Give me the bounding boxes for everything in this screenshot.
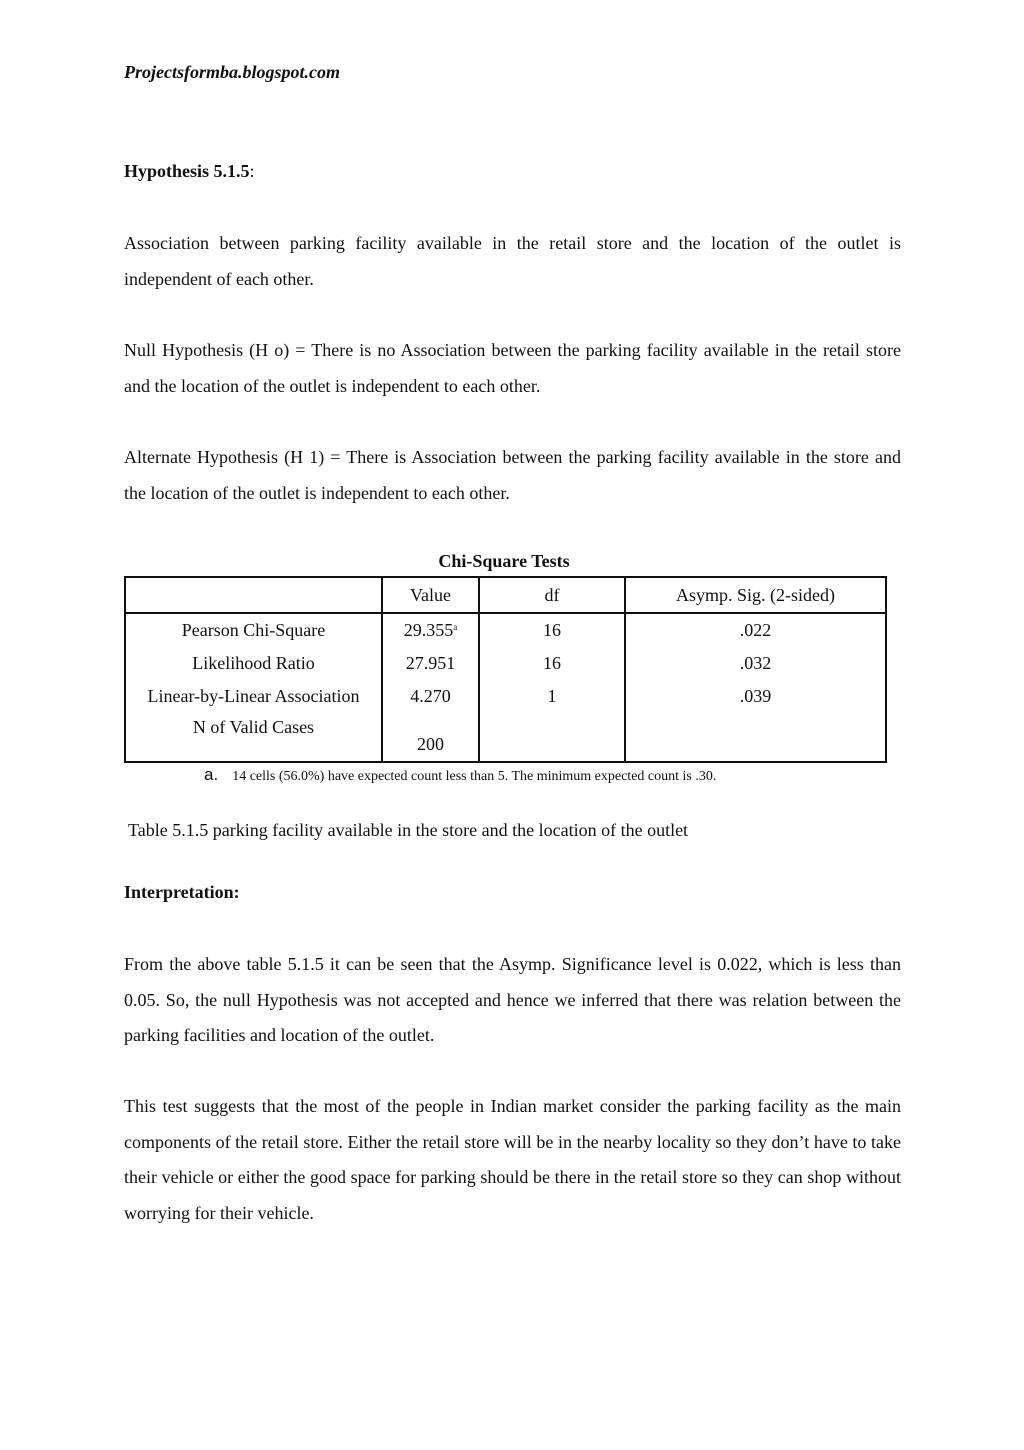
hypothesis-colon: : — [249, 161, 255, 181]
row-df: 1 — [479, 680, 625, 713]
row-value: 200 — [382, 713, 479, 762]
interpretation-heading: Interpretation: — [124, 882, 240, 902]
hypothesis-title: Hypothesis 5.1.5 — [124, 161, 250, 181]
site-header: Projectsformba.blogspot.com — [124, 62, 340, 82]
alternate-hypothesis-text: Alternate Hypothesis (H 1) = There is Association between the parking facility available in the store and the location of the outlet is independent to each other. — [124, 447, 901, 503]
table-row — [125, 613, 886, 647]
row-label: Linear-by-Linear Association — [125, 680, 382, 713]
header-cell-blank — [125, 577, 382, 613]
interpretation-paragraph-2 — [124, 1089, 901, 1231]
row-df — [479, 713, 625, 762]
table-row — [125, 680, 886, 713]
value-number: 29.355 — [403, 620, 454, 640]
row-value — [382, 613, 479, 647]
hypothesis-heading — [124, 161, 255, 182]
table-header-row — [125, 577, 886, 613]
interpretation-text-1: From the above table 5.1.5 it can be seen that the Asymp. Significance level is 0.022, which is less than 0.05. So, the null Hypothesis was not accepted and hence we inferred that there was relation between the parking facilities and location of the outlet. — [124, 954, 901, 1045]
row-value: 27.951 — [382, 647, 479, 680]
table-title: Chi-Square Tests — [438, 551, 570, 571]
alternate-hypothesis — [124, 440, 901, 511]
null-hypothesis-text: Null Hypothesis (H o) = There is no Association between the parking facility available in the retail store and the location of the outlet is independent to each other. — [124, 340, 901, 396]
footnote-text: 14 cells (56.0%) have expected count less than 5. The minimum expected count is .30. — [232, 769, 717, 784]
header-cell-value: Value — [382, 577, 479, 613]
table-caption: Table 5.1.5 parking facility available in the store and the location of the outlet — [128, 820, 689, 840]
row-sig: .039 — [625, 680, 886, 713]
table-footnote — [204, 765, 716, 785]
row-df: 16 — [479, 647, 625, 680]
chi-square-table — [124, 576, 887, 763]
row-sig: .022 — [625, 613, 886, 647]
header-cell-sig: Asymp. Sig. (2-sided) — [625, 577, 886, 613]
row-sig: .032 — [625, 647, 886, 680]
null-hypothesis — [124, 333, 901, 404]
row-value: 4.270 — [382, 680, 479, 713]
row-label: Pearson Chi-Square — [125, 613, 382, 647]
statement-text: Association between parking facility available in the retail store and the location of the outlet is independent of each other. — [124, 233, 901, 289]
footnote-marker: a — [453, 622, 458, 632]
table-row — [125, 647, 886, 680]
row-df: 16 — [479, 613, 625, 647]
row-label: N of Valid Cases — [125, 713, 382, 762]
table-row — [125, 713, 886, 762]
interpretation-paragraph-1 — [124, 947, 901, 1054]
row-sig — [625, 713, 886, 762]
interpretation-text-2: This test suggests that the most of the people in Indian market consider the parking facility as the main components of the retail store. Either the retail store will be in the nearby locality so they don’t have to take their vehicle or either the good space for parking should be there in the retail store so they can shop without worrying for their vehicle. — [124, 1096, 901, 1223]
footnote-letter: a. — [204, 765, 219, 784]
hypothesis-statement — [124, 226, 901, 297]
row-label: Likelihood Ratio — [125, 647, 382, 680]
header-cell-df: df — [479, 577, 625, 613]
